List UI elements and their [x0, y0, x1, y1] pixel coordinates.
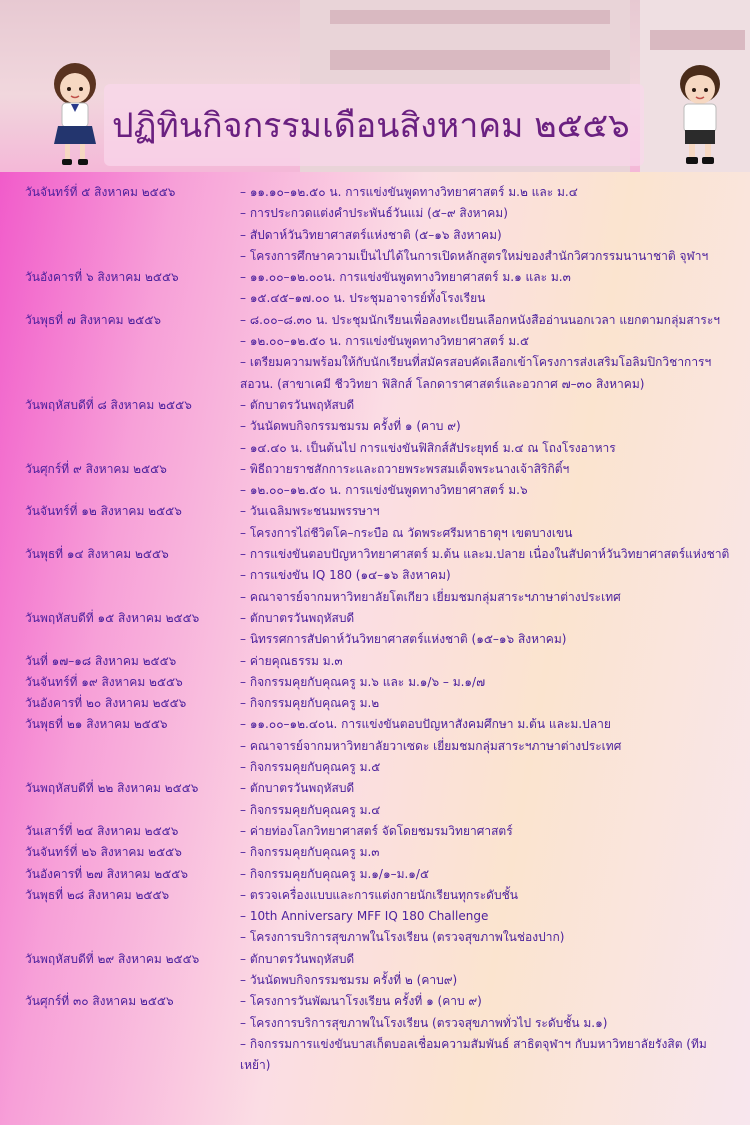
schedule-activity: – ๑๒.๐๐–๑๒.๕๐ น. การแข่งขันพูดทางวิทยาศาสตร์ ม.๖ [240, 483, 528, 498]
schedule-date: วันพฤหัสบดีที่ ๒๒ สิงหาคม ๒๕๕๖ [25, 781, 199, 796]
schedule-row [25, 352, 735, 395]
schedule-row [25, 288, 735, 309]
schedule-row [25, 267, 735, 288]
schedule-date: วันจันทร์ที่ ๕ สิงหาคม ๒๕๕๖ [25, 185, 176, 199]
schedule-date: วันจันทร์ที่ ๑๒ สิงหาคม ๒๕๕๖ [25, 504, 182, 519]
schedule-activity: – นิทรรศการสัปดาห์วันวิทยาศาสตร์แห่งชาติ (๑๕–๑๖ สิงหาคม) [240, 632, 567, 647]
schedule-row [25, 949, 735, 970]
schedule-activity: – ๑๔.๔๐ น. เป็นต้นไป การแข่งขันฟิสิกส์สัประยุทธ์ ม.๔ ณ โถงโรงอาหาร [240, 440, 616, 455]
schedule-activity: – กิจกรรมคุยกับคุณครู ม.๕ [240, 760, 381, 775]
schedule-activity: – ๑๑.๐๐–๑๒.๐๐น. การแข่งขันพูดทางวิทยาศาสตร์ ม.๑ และ ม.๓ [240, 270, 571, 285]
schedule-activity: – กิจกรรมคุยกับคุณครู ม.๒ [240, 696, 380, 711]
schedule-activity: – การแข่งขันตอบปัญหาวิทยาศาสตร์ ม.ต้น และม.ปลาย เนื่องในสัปดาห์วันวิทยาศาสตร์แห่งชาติ [240, 547, 730, 562]
schedule-row [25, 757, 735, 778]
schedule-activity: – ๑๑.๐๐–๑๒.๔๐น. การแข่งขันตอบปัญหาสังคมศึกษา ม.ต้น และม.ปลาย [240, 717, 611, 732]
schedule-row [25, 225, 735, 246]
schedule-row [25, 651, 735, 672]
schedule-date: วันพฤหัสบดีที่ ๒๙ สิงหาคม ๒๕๕๖ [25, 951, 200, 966]
schedule-row [25, 1034, 735, 1077]
schedule-row [25, 331, 735, 352]
schedule-activity: – ตักบาตรวันพฤหัสบดี [240, 781, 355, 796]
schedule-activity: – ๑๑.๑๐–๑๒.๕๐ น. การแข่งขันพูดทางวิทยาศาสตร์ ม.๒ และ ม.๔ [240, 185, 578, 199]
schedule-row [25, 800, 735, 821]
schedule-activity: – 10th Anniversary MFF IQ 180 Challenge [240, 909, 489, 924]
schedule-activity: – คณาจารย์จากมหาวิทยาลัยโตเกียว เยี่ยมชมกลุ่มสาระฯภาษาต่างประเทศ [240, 589, 621, 604]
schedule-row [25, 587, 735, 608]
schedule-row [25, 821, 735, 842]
schedule-activity: – วันเฉลิมพระชนมพรรษาฯ [240, 504, 380, 519]
schedule-row [25, 182, 735, 203]
schedule-date: วันศุกร์ที่ ๙ สิงหาคม ๒๕๕๖ [25, 461, 167, 476]
schedule-activity: – กิจกรรมการแข่งขันบาสเก็ตบอลเชื่อมความสัมพันธ์ สาธิตจุฬาฯ กับมหาวิทยาลัยรังสิต (ทีมเหย้า) [240, 1036, 707, 1073]
schedule-date: วันเสาร์ที่ ๒๔ สิงหาคม ๒๕๕๖ [25, 823, 179, 838]
building-window-strip [330, 10, 610, 24]
schedule-activity: – ตักบาตรวันพฤหัสบดี [240, 610, 355, 625]
schedule-date: วันพุธที่ ๒๑ สิงหาคม ๒๕๕๖ [25, 717, 168, 732]
schedule-activity: – ตักบาตรวันพฤหัสบดี [240, 397, 355, 412]
schedule-activity: – การแข่งขัน IQ 180 (๑๔–๑๖ สิงหาคม) [240, 568, 451, 583]
schedule-activity: – ๑๕.๔๕–๑๗.๐๐ น. ประชุมอาจารย์ทั้งโรงเรียน [240, 291, 486, 306]
schedule-activity: – กิจกรรมคุยกับคุณครู ม.๑/๑–ม.๑/๕ [240, 866, 430, 881]
schedule-activity: – กิจกรรมคุยกับคุณครู ม.๔ [240, 802, 381, 817]
schedule-row [25, 864, 735, 885]
schedule-row [25, 842, 735, 863]
schedule-date: วันพฤหัสบดีที่ ๑๕ สิงหาคม ๒๕๕๖ [25, 610, 200, 625]
schedule-row [25, 927, 735, 948]
schedule-activity: – กิจกรรมคุยกับคุณครู ม.๓ [240, 845, 380, 860]
schedule-row [25, 203, 735, 224]
building-window-strip [650, 30, 745, 50]
schedule-date: วันพฤหัสบดีที่ ๘ สิงหาคม ๒๕๕๖ [25, 397, 192, 412]
schedule-row [25, 395, 735, 416]
schedule-activity: – ตักบาตรวันพฤหัสบดี [240, 951, 355, 966]
schedule-date: วันพุธที่ ๒๘ สิงหาคม ๒๕๕๖ [25, 887, 170, 902]
schedule-activity: – กิจกรรมคุยกับคุณครู ม.๖ และ ม.๑/๖ – ม.๑/๗ [240, 674, 486, 689]
schedule-row [25, 310, 735, 331]
schedule-row [25, 885, 735, 906]
schedule-list [25, 182, 735, 1076]
schedule-date: วันอังคารที่ ๒๐ สิงหาคม ๒๕๕๖ [25, 696, 187, 711]
page-title: ปฏิทินกิจกรรมเดือนสิงหาคม ๒๕๕๖ [112, 106, 630, 146]
schedule-activity: – พิธีถวายราชสักการะและถวายพระพรสมเด็จพระนางเจ้าสิริกิติ์ฯ [240, 461, 570, 476]
schedule-activity: – โครงการวันพัฒนาโรงเรียน ครั้งที่ ๑ (คาบ ๙) [240, 994, 482, 1009]
boy-student-illustration [670, 62, 730, 168]
girl-student-illustration [44, 62, 106, 168]
schedule-date: วันศุกร์ที่ ๓๐ สิงหาคม ๒๕๕๖ [25, 994, 174, 1009]
schedule-row [25, 438, 735, 459]
schedule-activity: – โครงการบริการสุขภาพในโรงเรียน (ตรวจสุขภาพทั่วไป ระดับชั้น ม.๑) [240, 1015, 608, 1030]
schedule-row [25, 629, 735, 650]
schedule-activity: – การประกวดแต่งคำประพันธ์วันแม่ (๕–๙ สิงหาคม) [240, 206, 508, 221]
schedule-row [25, 906, 735, 927]
schedule-activity: – ๑๒.๐๐–๑๒.๕๐ น. การแข่งขันพูดทางวิทยาศาสตร์ ม.๕ [240, 334, 530, 349]
building-window-strip [330, 50, 610, 70]
schedule-activity: – คณาจารย์จากมหาวิทยาลัยวาเซดะ เยี่ยมชมกลุ่มสาระฯภาษาต่างประเทศ [240, 738, 622, 753]
schedule-row [25, 416, 735, 437]
schedule-row [25, 459, 735, 480]
schedule-activity: – วันนัดพบกิจกรรมชมรม ครั้งที่ ๑ (คาบ ๙) [240, 419, 461, 434]
schedule-activity: – สัปดาห์วันวิทยาศาสตร์แห่งชาติ (๕–๑๖ สิงหาคม) [240, 227, 502, 242]
schedule-activity: – ค่ายท่องโลกวิทยาศาสตร์ จัดโดยชมรมวิทยาศาสตร์ [240, 823, 513, 838]
schedule-activity: – โครงการศึกษาความเป็นไปได้ในการเปิดหลักสูตรใหม่ของสำนักวิศวกรรมนานาชาติ จุฬาฯ [240, 248, 709, 263]
schedule-date: วันจันทร์ที่ ๒๖ สิงหาคม ๒๕๕๖ [25, 845, 182, 860]
schedule-activity: – ๘.๐๐–๘.๓๐ น. ประชุมนักเรียนเพื่อลงทะเบียนเลือกหนังสืออ่านนอกเวลา แยกตามกลุ่มสาระฯ [240, 312, 721, 327]
schedule-activity: – วันนัดพบกิจกรรมชมรม ครั้งที่ ๒ (คาบ๙) [240, 972, 458, 987]
schedule-row [25, 544, 735, 565]
schedule-activity: – โครงการไถ่ชีวิตโค–กระบือ ณ วัดพระศรีมหาธาตุฯ เขตบางเขน [240, 525, 573, 540]
header-banner [0, 0, 750, 172]
schedule-row [25, 672, 735, 693]
schedule-row [25, 1013, 735, 1034]
schedule-row [25, 778, 735, 799]
schedule-row [25, 565, 735, 586]
schedule-date: วันอังคารที่ ๖ สิงหาคม ๒๕๕๖ [25, 270, 179, 285]
schedule-row [25, 693, 735, 714]
schedule-row [25, 736, 735, 757]
schedule-date: วันพุธที่ ๑๔ สิงหาคม ๒๕๕๖ [25, 547, 169, 562]
schedule-row [25, 970, 735, 991]
schedule-row [25, 714, 735, 735]
schedule-activity: – เตรียมความพร้อมให้กับนักเรียนที่สมัครสอบคัดเลือกเข้าโครงการส่งเสริมโอลิมปิกวิชาการฯ สอวน. (สาขาเคมี ชีววิทยา ฟิสิกส์ โลกดาราศาสตร์และอวกาศ ๗–๓๐ สิงหาคม) [240, 355, 712, 391]
schedule-date: วันที่ ๑๗–๑๘ สิงหาคม ๒๕๕๖ [25, 653, 177, 668]
schedule-row [25, 991, 735, 1012]
schedule-row [25, 246, 735, 267]
schedule-activity: – โครงการบริการสุขภาพในโรงเรียน (ตรวจสุขภาพในช่องปาก) [240, 930, 565, 945]
schedule-date: วันอังคารที่ ๒๗ สิงหาคม ๒๕๕๖ [25, 866, 188, 881]
schedule-date: วันจันทร์ที่ ๑๙ สิงหาคม ๒๕๕๖ [25, 674, 183, 689]
schedule-row [25, 480, 735, 501]
schedule-row [25, 608, 735, 629]
schedule-row [25, 501, 735, 522]
schedule-activity: – ตรวจเครื่องแบบและการแต่งกายนักเรียนทุกระดับชั้น [240, 887, 518, 902]
schedule-date: วันพุธที่ ๗ สิงหาคม ๒๕๕๖ [25, 312, 162, 327]
schedule-activity: – ค่ายคุณธรรม ม.๓ [240, 653, 343, 668]
schedule-row [25, 523, 735, 544]
